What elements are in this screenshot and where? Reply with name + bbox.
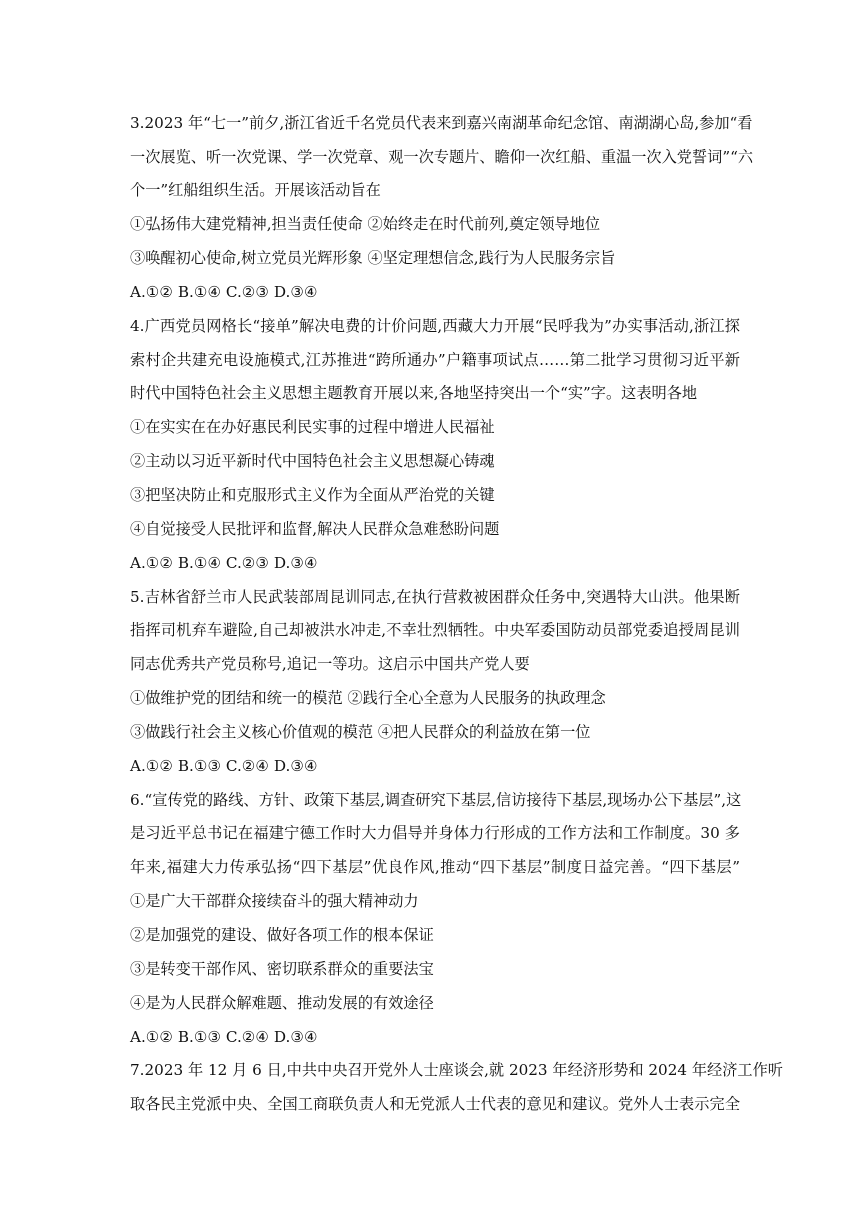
option-line: ③是转变干部作风、密切联系群众的重要法宝: [130, 960, 434, 978]
question-stem-line: 个一”红船组织生活。开展该活动旨在: [130, 181, 381, 199]
question-stem-line: 年来,福建大力传承弘扬“四下基层”优良作风,推动“四下基层”制度日益完善。“四下基层”: [130, 858, 740, 876]
answer-choices: A.①② B.①④ C.②③ D.③④: [130, 283, 318, 301]
option-line: ①做维护党的团结和统一的模范 ②践行全心全意为人民服务的执政理念: [130, 689, 606, 707]
question-stem-line: 4.广西党员网格长“接单”解决电费的计价问题,西藏大力开展“民呼我为”办实事活动,浙江探: [130, 317, 740, 335]
answer-choices: A.①② B.①④ C.②③ D.③④: [130, 554, 318, 572]
option-line: ①在实实在在办好惠民利民实事的过程中增进人民福祉: [130, 418, 495, 436]
option-line: ③做践行社会主义核心价值观的模范 ④把人民群众的利益放在第一位: [130, 723, 591, 741]
answer-choices: A.①② B.①③ C.②④ D.③④: [130, 757, 318, 775]
option-line: ③把坚决防止和克服形式主义作为全面从严治党的关键: [130, 486, 495, 504]
question-stem-line: 3.2023 年“七一”前夕,浙江省近千名党员代表来到嘉兴南湖革命纪念馆、南湖湖心岛,参加“看: [130, 114, 753, 132]
option-line: ②主动以习近平新时代中国特色社会主义思想凝心铸魂: [130, 452, 495, 470]
question-stem-line: 同志优秀共产党员称号,追记一等功。这启示中国共产党人要: [130, 655, 530, 673]
option-line: ②是加强党的建设、做好各项工作的根本保证: [130, 926, 434, 944]
option-line: ④是为人民群众解难题、推动发展的有效途径: [130, 994, 434, 1012]
option-line: ①是广大干部群众接续奋斗的强大精神动力: [130, 892, 419, 910]
option-line: ④自觉接受人民批评和监督,解决人民群众急难愁盼问题: [130, 520, 500, 538]
question-stem-line: 时代中国特色社会主义思想主题教育开展以来,各地坚持突出一个“实”字。这表明各地: [130, 384, 698, 402]
question-stem-line: 一次展览、听一次党课、学一次党章、观一次专题片、瞻仰一次红船、重温一次入党誓词”“六: [130, 148, 754, 166]
option-line: ①弘扬伟大建党精神,担当责任使命 ②始终走在时代前列,奠定领导地位: [130, 215, 601, 233]
answer-choices: A.①② B.①③ C.②④ D.③④: [130, 1028, 318, 1046]
question-stem-line: 取各民主党派中央、全国工商联负责人和无党派人士代表的意见和建议。党外人士表示完全: [130, 1095, 740, 1113]
question-stem-line: 指挥司机弃车避险,自己却被洪水冲走,不幸壮烈牺牲。中央军委国防动员部党委追授周昆训: [130, 621, 740, 639]
option-line: ③唤醒初心使命,树立党员光辉形象 ④坚定理想信念,践行为人民服务宗旨: [130, 249, 616, 267]
question-stem-line: 索村企共建充电设施模式,江苏推进“跨所通办”户籍事项试点……第二批学习贯彻习近平新: [130, 351, 740, 369]
question-stem-line: 5.吉林省舒兰市人民武装部周昆训同志,在执行营救被困群众任务中,突遇特大山洪。他果断: [130, 588, 740, 606]
question-stem-line: 6.“宣传党的路线、方针、政策下基层,调查研究下基层,信访接待下基层,现场办公下基层”,这: [130, 791, 742, 809]
question-stem-line: 7.2023 年 12 月 6 日,中共中央召开党外人士座谈会,就 2023 年经济形势和 2024 年经济工作听: [130, 1061, 783, 1079]
question-stem-line: 是习近平总书记在福建宁德工作时大力倡导并身体力行形成的工作方法和工作制度。30 多: [130, 824, 740, 842]
